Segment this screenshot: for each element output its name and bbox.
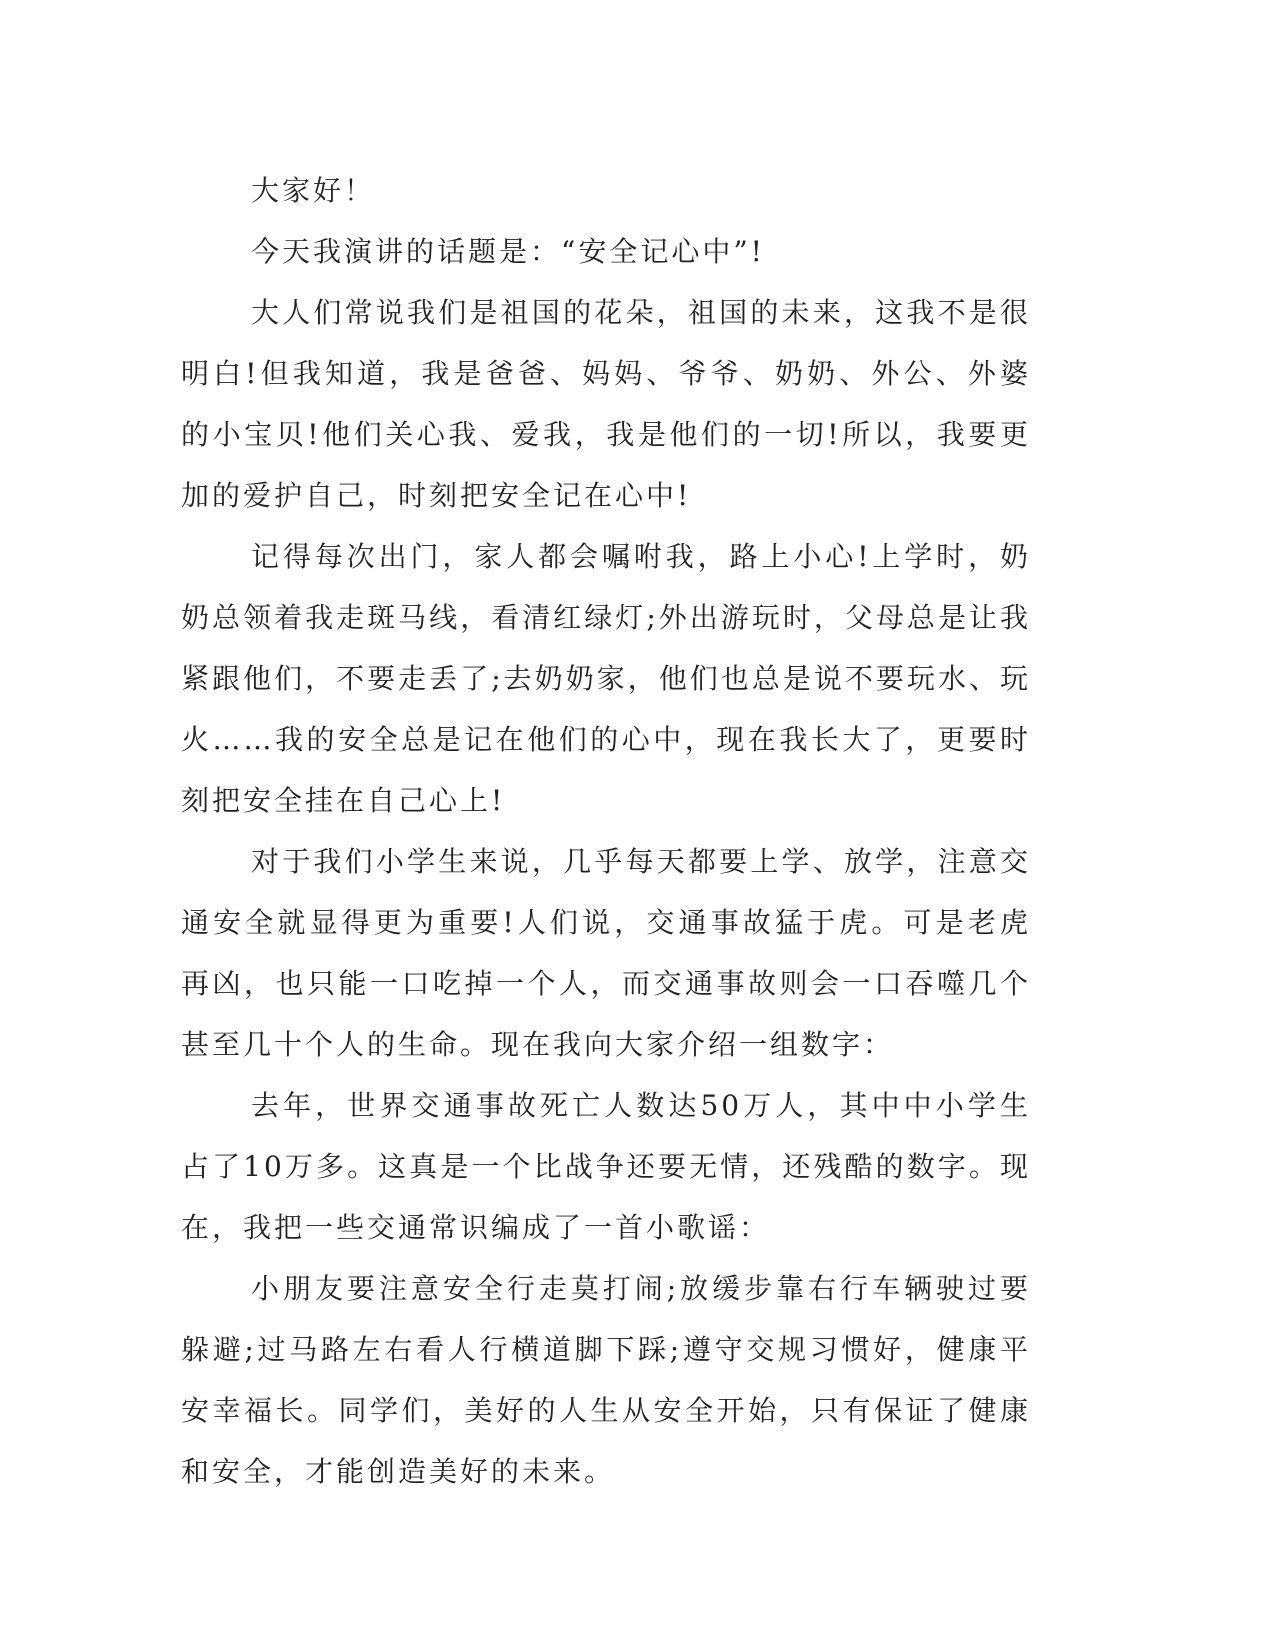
- body-paragraph-5: 小朋友要注意安全行走莫打闹;放缓步靠右行车辆驶过要躲避;过马路左右看人行横道脚下踩;遵守交规习惯好，健康平安幸福长。同学们，美好的人生从安全开始，只有保证了健康和安全，才能创造美好的未来。: [181, 1272, 1031, 1488]
- body-paragraph-4: 去年，世界交通事故死亡人数达50万人，其中中小学生占了10万多。这真是一个比战争还要无情，还残酷的数字。现在，我把一些交通常识编成了一首小歌谣：: [181, 1089, 1031, 1244]
- body-paragraph-3: 对于我们小学生来说，几乎每天都要上学、放学，注意交通安全就显得更为重要!人们说，交通事故猛于虎。可是老虎再凶，也只能一口吃掉一个人，而交通事故则会一口吞噬几个甚至几十个人的生命。现在我向大家介绍一组数字：: [181, 845, 1031, 1061]
- speech-body: [181, 160, 1031, 1502]
- body-paragraph-1: 大人们常说我们是祖国的花朵，祖国的未来，这我不是很明白!但我知道，我是爸爸、妈妈、爷爷、奶奶、外公、外婆的小宝贝!他们关心我、爱我，我是他们的一切!所以，我要更加的爱护自己，时刻把安全记在心中!: [181, 296, 1031, 512]
- body-paragraph-2: 记得每次出门，家人都会嘱咐我，路上小心!上学时，奶奶总领着我走斑马线，看清红绿灯;外出游玩时，父母总是让我紧跟他们，不要走丢了;去奶奶家，他们也总是说不要玩水、玩火……我的安全总是记在他们的心中，现在我长大了，更要时刻把安全挂在自己心上!: [181, 540, 1031, 817]
- topic-paragraph: 今天我演讲的话题是：“安全记心中”!: [251, 235, 765, 268]
- greeting-paragraph: 大家好！: [251, 174, 376, 207]
